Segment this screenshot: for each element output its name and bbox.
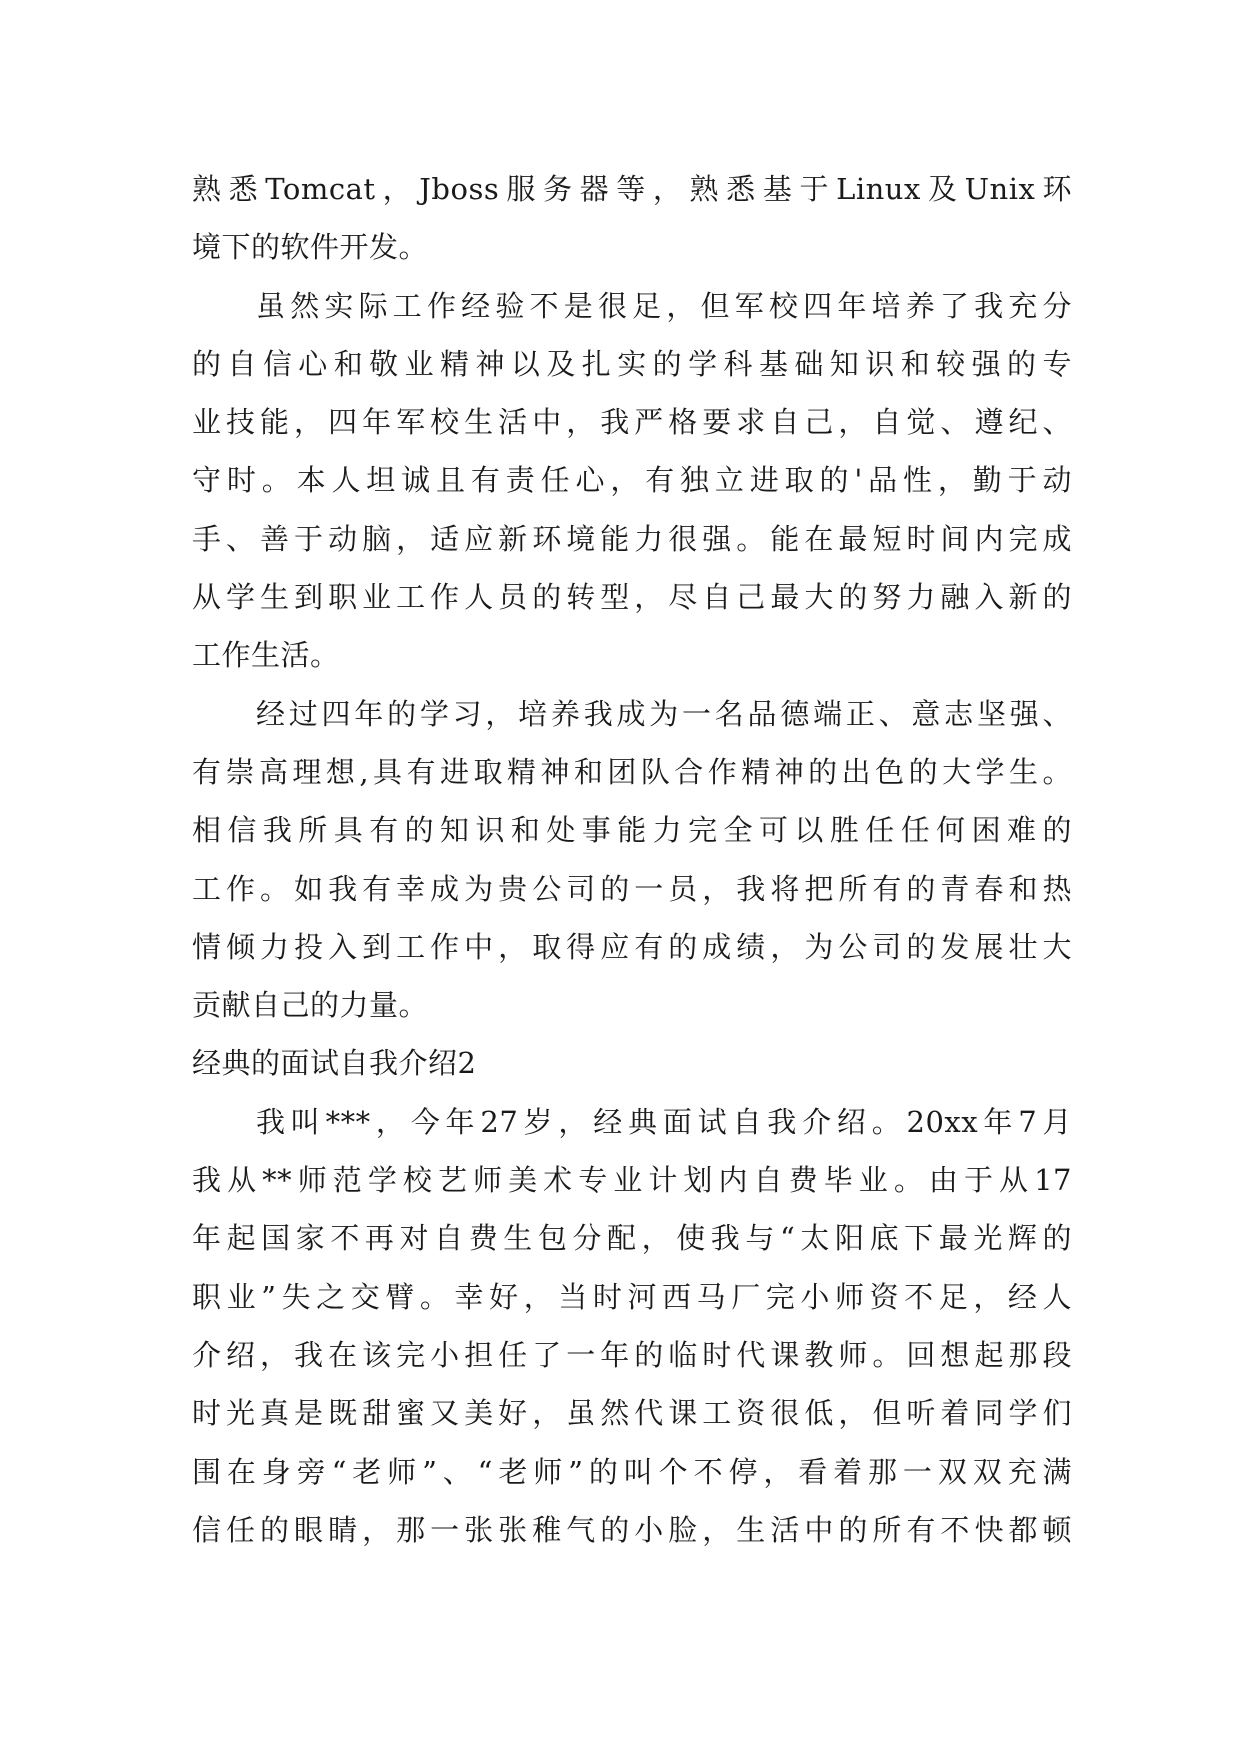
text-line: 经过四年的学习，培养我成为一名品德端正、意志坚强、 [256, 696, 1072, 731]
text-line: 有崇高理想,具有进取精神和团队合作精神的出色的大学生。 [192, 754, 1072, 789]
text-line: 熟悉Tomcat，Jboss服务器等，熟悉基于Linux及Unix环 [192, 172, 1072, 206]
text-line: 我叫***，今年27岁，经典面试自我介绍。20xx年7月 [256, 1104, 1072, 1139]
text-line: 境下的软件开发。 [192, 230, 429, 265]
section-heading: 经典的面试自我介绍2 [192, 1046, 477, 1081]
text-line: 时光真是既甜蜜又美好，虽然代课工资很低，但听着同学们 [192, 1396, 1072, 1431]
text-line: 业技能，四年军校生活中，我严格要求自己，自觉、遵纪、 [192, 405, 1072, 440]
text-line: 信任的眼睛，那一张张稚气的小脸，生活中的所有不快都顿 [192, 1512, 1072, 1547]
text-line: 守时。本人坦诚且有责任心，有独立进取的'品性，勤于动 [192, 463, 1072, 498]
document-body [192, 160, 1072, 1559]
text-line: 年起国家不再对自费生包分配，使我与“太阳底下最光辉的 [192, 1221, 1072, 1256]
text-line: 的自信心和敬业精神以及扎实的学科基础知识和较强的专 [192, 346, 1072, 381]
text-line: 工作生活。 [192, 638, 340, 673]
text-line: 相信我所具有的知识和处事能力完全可以胜任任何困难的 [192, 813, 1072, 848]
text-line: 手、善于动脑，适应新环境能力很强。能在最短时间内完成 [192, 521, 1072, 556]
text-line: 虽然实际工作经验不是很足，但军校四年培养了我充分 [256, 288, 1072, 323]
text-line: 职业”失之交臂。幸好，当时河西马厂完小师资不足，经人 [192, 1279, 1072, 1314]
text-line: 介绍，我在该完小担任了一年的临时代课教师。回想起那段 [192, 1337, 1072, 1372]
text-line: 从学生到职业工作人员的转型，尽自己最大的努力融入新的 [192, 580, 1072, 615]
text-line: 情倾力投入到工作中，取得应有的成绩，为公司的发展壮大 [192, 929, 1072, 964]
text-line: 我从**师范学校艺师美术专业计划内自费毕业。由于从17 [192, 1163, 1072, 1198]
text-line: 围在身旁“老师”、“老师”的叫个不停，看着那一双双充满 [192, 1454, 1072, 1489]
text-line: 贡献自己的力量。 [192, 988, 429, 1023]
text-line: 工作。如我有幸成为贵公司的一员，我将把所有的青春和热 [192, 871, 1072, 906]
